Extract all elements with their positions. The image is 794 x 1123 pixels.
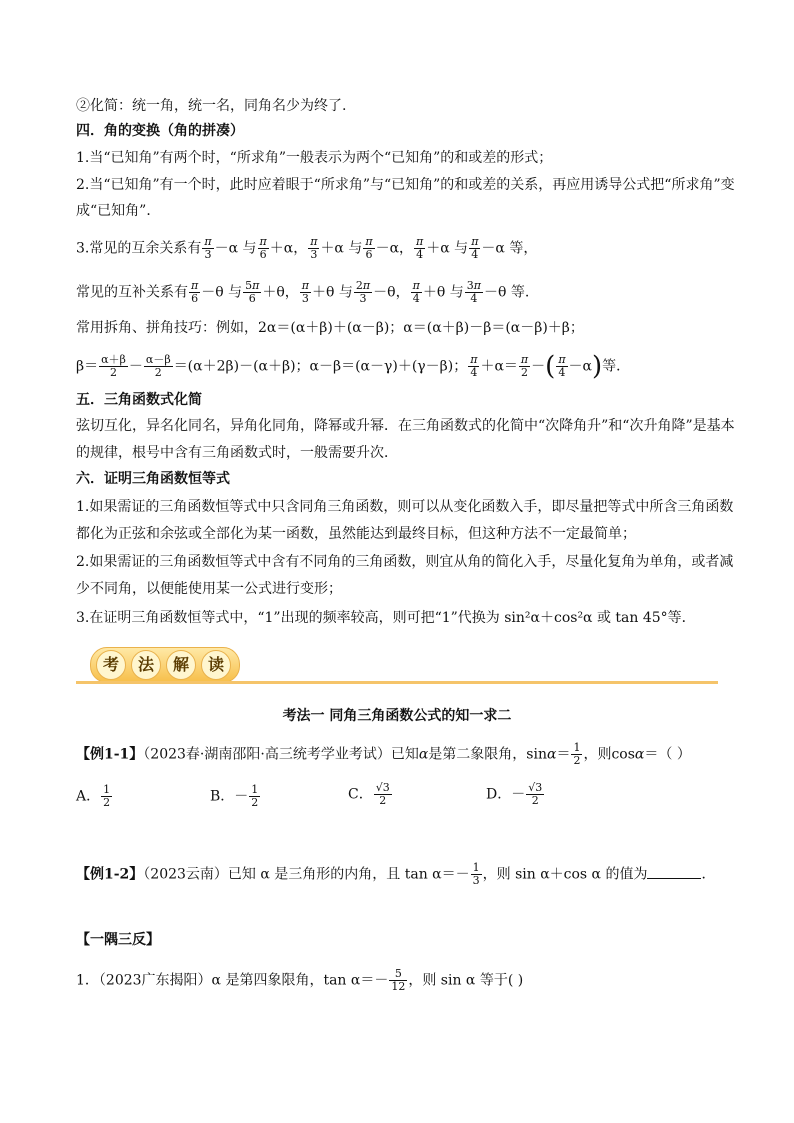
text-line: ②化简：统一角，统一名，同角名少为终了. <box>76 98 347 114</box>
text-line: 2.如果需证的三角函数恒等式中含有不同角的三角函数，则宜从角的简化入手，尽量化复角为单角，或者减 <box>76 554 734 570</box>
banner-rule <box>76 681 718 684</box>
example-1-2: 【例1-2】（2023云南）已知 α 是三角形的内角，且 tan α＝－ $\frac{1}{3}$ ，则 sin α＋cos α 的值为 ． <box>76 861 716 887</box>
option-d[interactable]: D．－ $\frac{√3}{2}$ <box>486 781 543 807</box>
heading-simplify: 五．三角函数式化简 <box>76 392 202 408</box>
banner-char: 读 <box>201 650 231 680</box>
banner-char: 考 <box>96 650 126 680</box>
example-label: 【例1-2】 <box>76 866 144 883</box>
section-banner <box>76 647 718 687</box>
text-line: 1.如果需证的三角函数恒等式中只含同角三角函数，则可以从变化函数入手，即尽量把等式中所含三角函数 <box>76 499 734 515</box>
text-line: 常用拆角、拼角技巧：例如，2α＝(α＋β)＋(α－β)；α＝(α＋β)－β＝(α－β)＋β； <box>76 320 584 336</box>
text-line: 1.当“已知角”有两个时，“所求角”一般表示为两个“已知角”的和或差的形式； <box>76 150 553 166</box>
text-line: 都化为正弦和余弦或全部化为某一函数，虽然能达到最终目标，但这种方法不一定最简单； <box>76 526 636 542</box>
angle-split-formula: β＝ $\frac{\alpha+\beta}{2}$ － $\frac{\alpha-\beta}{2}$ ＝(α＋2β)－(α＋β)；α－β＝(α－γ)＋(γ－β)； $\frac{\pi}{4}$ ＋α＝ $\frac{\pi}{2}$ －( $\frac{\pi}{4}$ －α)等． <box>76 351 631 382</box>
text-line: 成“已知角”． <box>76 203 161 219</box>
banner-char: 解 <box>166 650 196 680</box>
example-1-1: 【例1-1】（2023春·湖南邵阳·高三统考学业考试）已知α是第二象限角，sinα＝ $\frac{1}{2}$ ，则cosα＝（ ） <box>76 741 691 767</box>
text-line: 弦切互化，异名化同名，异角化同角，降幂或升幂．在三角函数式的化简中“次降角升”和“次升角降”是基本 <box>76 418 735 434</box>
banner-char: 法 <box>131 650 161 680</box>
text-line: 少不同角，以便能使用某一公式进行变形； <box>76 581 342 597</box>
option-b[interactable]: B．－ $\frac{1}{2}$ <box>210 783 259 809</box>
supplementary-relations: 常见的互补关系有 $\frac{\pi}{6}$ －θ 与 $\frac{5\pi}{6}$ ＋θ， $\frac{\pi}{3}$ ＋θ 与 $\frac{2\pi}{3}$ －θ， $\frac{\pi}{4}$ ＋θ 与 $\frac{3\pi}{4}$ －θ 等. <box>76 279 530 305</box>
complementary-relations: 3.常见的互余关系有 $\frac{\pi}{3}$ －α 与 $\frac{\pi}{6}$ ＋α， $\frac{\pi}{3}$ ＋α 与 $\frac{\pi}{6}$ －α， $\frac{\pi}{4}$ ＋α 与 $\frac{\pi}{4}$ －α 等， <box>76 235 538 261</box>
text-line: 3.在证明三角函数恒等式中，“1”出现的频率较高，则可把“1”代换为 sin²α＋cos²α 或 tan 45°等． <box>76 610 696 626</box>
practice-heading: 【一隅三反】 <box>76 932 160 948</box>
option-a[interactable]: A． $\frac{1}{2}$ <box>76 783 111 809</box>
example-label: 【例1-1】 <box>76 746 144 763</box>
text-line: 的规律，根号中含有三角函数式时，一般需要升次． <box>76 445 398 461</box>
heading-angle-transform: 四．角的变换（角的拼凑） <box>76 123 244 139</box>
practice-question-1: 1．（2023广东揭阳）α 是第四象限角，tan α＝－ $\frac{5}{12}$ ，则 sin α 等于( ) <box>76 967 524 993</box>
section-title: 考法一 同角三角函数公式的知一求二 <box>282 708 512 724</box>
text-line: 2.当“已知角”有一个时，此时应着眼于“所求角”与“已知角”的和或差的关系，再应用诱导公式把“所求角”变 <box>76 177 735 193</box>
answer-blank[interactable] <box>647 864 701 879</box>
heading-prove-identity: 六．证明三角函数恒等式 <box>76 471 230 487</box>
option-c[interactable]: C． $\frac{√3}{2}$ <box>348 781 390 807</box>
